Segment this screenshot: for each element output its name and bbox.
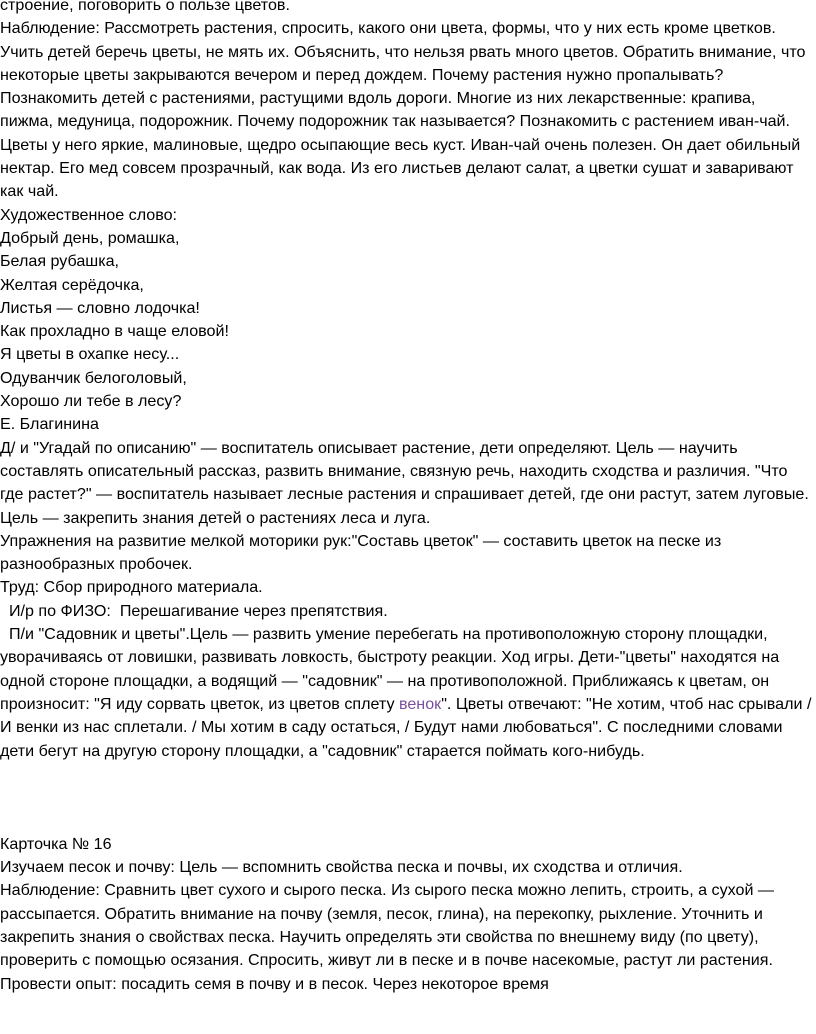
intro-tail-paragraph: строение, поговорить о пользе цветов.: [0, 0, 290, 14]
card-title: Карточка № 16: [0, 834, 112, 853]
poem: [0, 227, 812, 413]
art-word-heading: Художественное слово:: [0, 205, 178, 224]
poem-line: Добрый день, ромашка,: [0, 228, 180, 247]
poem-line: Белая рубашка,: [0, 252, 120, 271]
outdoor-game-text-after: ". Цветы отвечают: "Не хотим, чтоб нас срывали / И венки из нас сплетали. / Мы хотим в саду остаться, / Будут нами любоваться". С последними словами дети бегут на другую сторону площадки, а "садовник" старается поймать кого-нибудь.: [0, 694, 816, 760]
card-goal-paragraph: Изучаем песок и почву: Цель — вспомнить свойства песка и почвы, их сходства и отличия.: [0, 858, 683, 877]
outdoor-game-text-before: П/и "Садовник и цветы".Цель — развить умение перебегать на противоположную сторону площадки, уворачиваясь от ловишки, развивать ловкость, быстроту реакции. Ход игры. Дети-"цветы" находятся на одной стороне площадки, а водящий — "садовник" — на противоположной. Приближаясь к цветам, он произносит: "Я иду сорвать цветок, из цветов сплету: [0, 625, 784, 713]
poem-line: Листья — словно лодочка!: [0, 298, 200, 317]
poem-line: Хорошо ли тебе в лесу?: [0, 392, 182, 411]
observation-paragraph: Наблюдение: Рассмотреть растения, спросить, какого они цвета, формы, что у них есть кроме цветков. Учить детей беречь цветы, не мять их. Объяснить, что нельзя рвать много цветов. Обратить внимание, что некоторые цветы закрываются вечером и перед дождем. Почему растения нужно пропалывать? Познакомить детей с растениями, растущими вдоль дороги. Многие из них лекарственные: крапива, пижма, медуница, подорожник. Почему подорожник так называется? Познакомить с растением иван-чай. Цветы у него яркие, малиновые, щедро осыпающие весь куст. Иван-чай очень полезен. Он дает обильный нектар. Его мед совсем прозрачный, как вода. Из его листьев делают салат, а цветки сушат и заваривают как чай.: [0, 19, 806, 201]
didactic-game-paragraph: Д/ и "Угадай по описанию" — воспитатель описывает растение, дети определяют. Цель — научить составлять описательный рассказ, развить внимание, связную речь, находить сходства и различия. "Что где растет?" — воспитатель называет лесные растения и спрашивает детей, где они растут, затем луговые. Цель — закрепить знания детей о растениях леса и луга.: [0, 438, 809, 527]
card-observation-paragraph: Наблюдение: Сравнить цвет сухого и сырого песка. Из сырого песка можно лепить, строить, а сухой — рассыпается. Обратить внимание на почву (земля, песок, глина), на перекопку, рыхление. Уточнить и закрепить знания о свойствах песка. Научить определять эти свойства по внешнему виду (по цвету), проверить с помощью осязания. Спросить, живут ли в песке и в почве насекомые, растут ли растения. Провести опыт: посадить семя в почву и в песок. Через некоторое время: [0, 881, 775, 993]
poem-line: Я цветы в охапке несу...: [0, 345, 180, 364]
section-spacer: [0, 763, 812, 833]
poem-line: Как прохладно в чаще еловой!: [0, 322, 229, 341]
wreath-link[interactable]: венок: [398, 694, 442, 713]
motor-exercise-paragraph: Упражнения на развитие мелкой моторики рук:"Составь цветок" — составить цветок на песке из разнообразных пробочек.: [0, 531, 722, 574]
labor-paragraph: Труд: Сбор природного материала.: [0, 578, 263, 597]
poem-line: Желтая серёдочка,: [0, 275, 144, 294]
outdoor-game-paragraph: [0, 623, 816, 763]
phys-ed-paragraph: И/р по ФИЗО: Перешагивание через препятствия.: [0, 601, 388, 620]
poem-line: Одуванчик белоголовый,: [0, 368, 187, 387]
poem-author: Е. Благинина: [0, 415, 99, 434]
